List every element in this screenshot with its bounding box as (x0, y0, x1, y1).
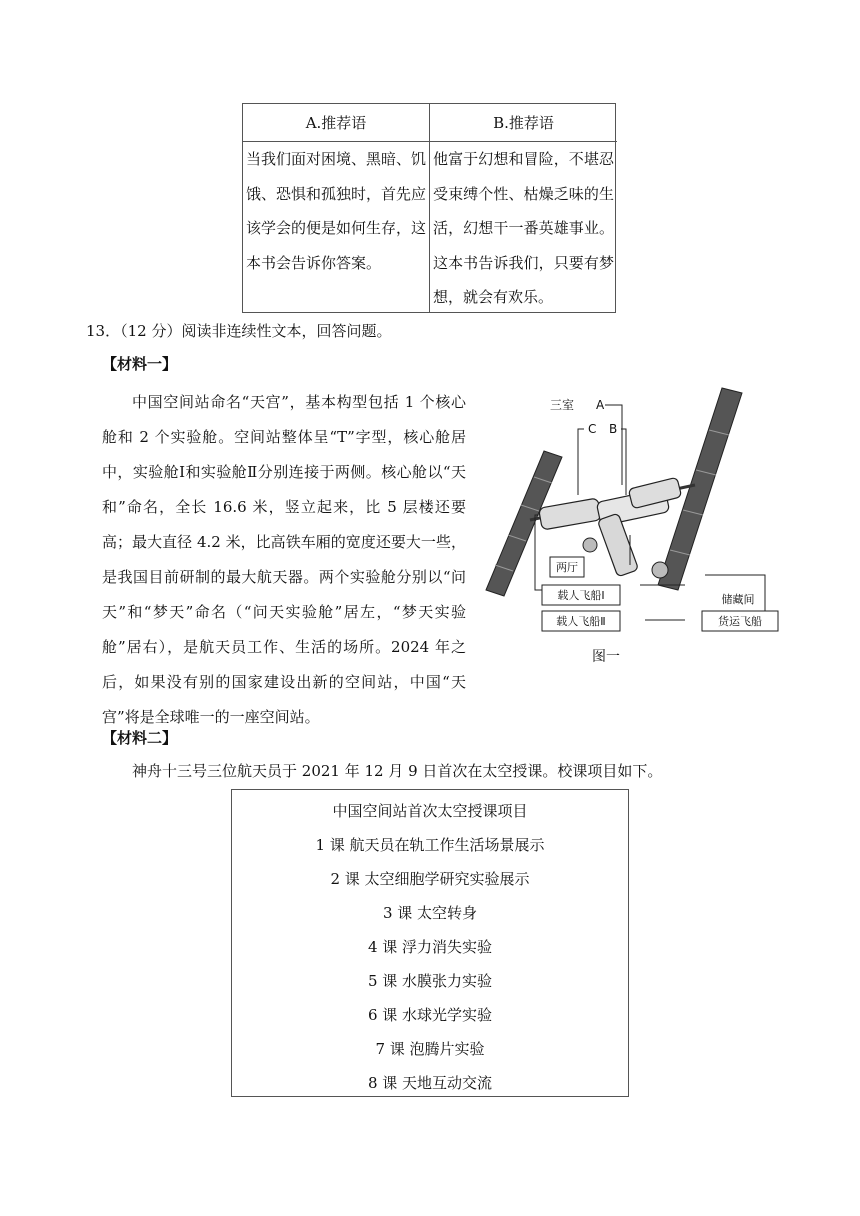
course-item: 7 课 泡腾片实验 (375, 1040, 485, 1058)
course-item: 6 课 水球光学实验 (367, 1006, 493, 1024)
vertical-module (597, 513, 638, 577)
material-two-title: 【材料二】 (102, 729, 178, 747)
material-one-title: 【材料一】 (102, 355, 178, 373)
experiment-module-left (539, 498, 602, 530)
label-ship2: 载人飞船Ⅱ (556, 615, 606, 628)
course-item: 8 课 天地互动交流 (367, 1074, 493, 1092)
recommendation-table (242, 103, 616, 313)
course-item: 4 课 浮力消失实验 (367, 938, 493, 956)
course-item: 2 课 太空细胞学研究实验展示 (330, 870, 530, 888)
label-sanshi: 三室 (550, 398, 575, 412)
material-one-text: 中国空间站命名“天宫”，基本构型包括 1 个核心舱和 2 个实验舱。空间站整体呈“T”字型，核心舱居中，实验舱Ⅰ和实验舱Ⅱ分别连接于两侧。核心舱以“天和”命名，全长 16.6 米，竖立起来，比 5 层楼还要高；最大直径 4.2 米，比高铁车厢的宽度还要大一些，是我国目前研制的最大航天器。两个实验舱分别以“问天”和“梦天”命名（“问天实验舱”居左，“梦天实验舱”居右），是航天员工作、生活的场所。2024 年之后，如果没有别的国家建设出新的空间站，中国“天宫”将是全球唯一的一座空间站。 (102, 393, 466, 726)
course-box (231, 789, 629, 1097)
label-a: A (596, 398, 605, 412)
course-item: 1 课 航天员在轨工作生活场景展示 (315, 836, 545, 854)
space-station-diagram (480, 385, 810, 675)
label-liangting: 两厅 (556, 561, 578, 574)
course-item: 5 课 水膜张力实验 (367, 972, 493, 990)
label-cargo: 货运飞船 (718, 615, 762, 628)
space-station-figure (480, 385, 810, 675)
label-c: C (588, 422, 597, 436)
label-storage: 储藏间 (721, 593, 755, 606)
table-header-b: B.推荐语 (430, 104, 617, 142)
material-two-intro: 神舟十三号三位航天员于 2021 年 12 月 9 日首次在太空授课。校课项目如下。 (132, 762, 663, 780)
label-ship1: 载人飞船Ⅰ (557, 589, 605, 602)
course-box-title: 中国空间站首次太空授课项目 (332, 802, 528, 820)
question-line: 13．（12 分）阅读非连续性文本，回答问题。 (86, 322, 392, 340)
course-item: 3 课 太空转身 (382, 904, 478, 922)
table-cell-a: 当我们面对困境、黑暗、饥饿、恐惧和孤独时，首先应该学会的便是如何生存，这本书会告诉你答案。 (243, 142, 430, 312)
material-one-paragraph (102, 385, 466, 735)
label-b: B (609, 422, 618, 436)
figure-caption: 图一 (592, 649, 620, 665)
table-header-a: A.推荐语 (243, 104, 430, 142)
table-cell-b: 他富于幻想和冒险，不堪忍受束缚个性、枯燥乏味的生活，幻想干一番英雄事业。这本书告诉我们，只要有梦想，就会有欢乐。 (433, 150, 614, 306)
